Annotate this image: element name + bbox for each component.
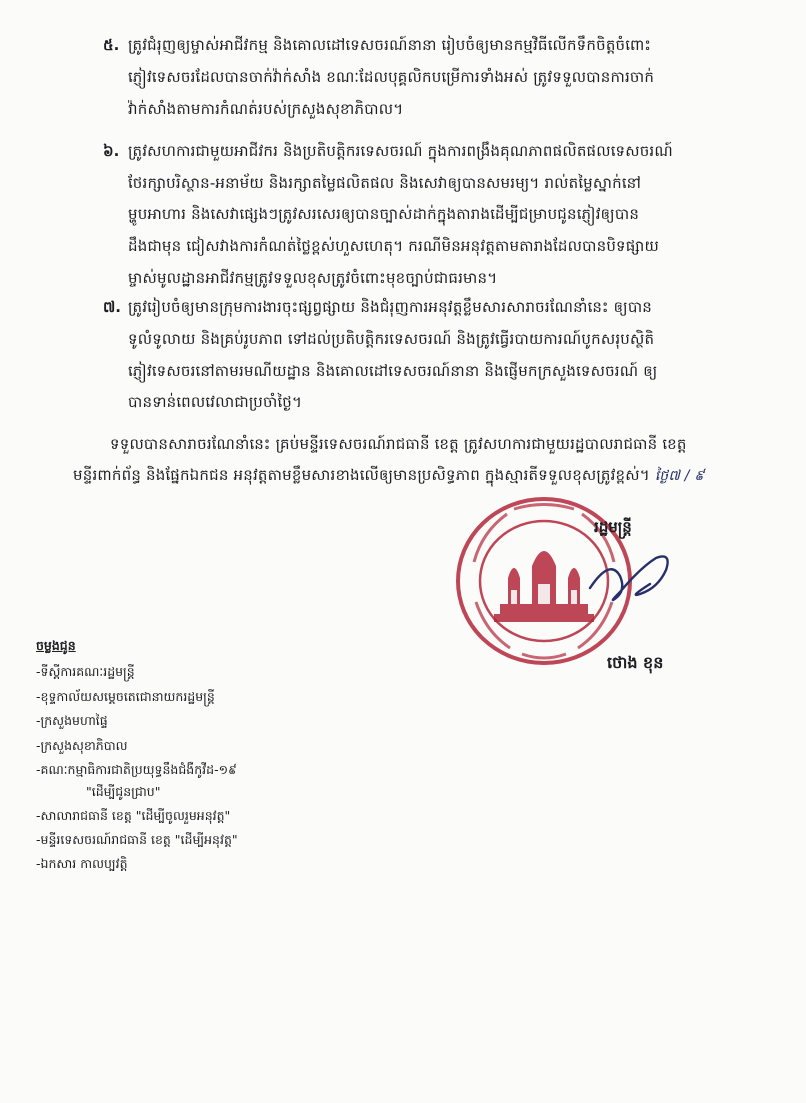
handwritten-signature [580,548,690,608]
paragraph-6-line-5: ម្ចាស់មូលដ្ឋានអាជីវកម្មត្រូវទទួលខុសត្រូវចំពោះមុខច្បាប់ជាធរមាន។ [128,269,498,287]
paragraph-6-line-4: ដឹងជាមុន ជៀសវាងការកំណត់ថ្លៃខ្ពស់ហួសហេតុ។ ករណីមិនអនុវត្តតាមតារាងដែលបានបិទផ្សាយ [128,237,659,255]
cc-item: -ទីស្ដីការគណៈរដ្ឋមន្ត្រី [36,664,135,679]
paragraph-5-number: ៥. [103,36,120,54]
cc-heading: ចម្លងជូន [36,638,76,653]
cc-item: -ក្រសួងសុខាភិបាល [36,738,128,753]
signatory-name: ថោង ខុន [607,653,664,672]
closing-line-2 [73,464,704,487]
cc-item: -ក្រសួងមហាផ្ទៃ [36,713,108,728]
paragraph-5-line-1: ត្រូវជំរុញឲ្យម្ចាស់អាជីវកម្ម និងគោលដៅទេសចរណ៍នានា រៀបចំឲ្យមានកម្មវិធីលើកទឹកចិត្តចំពោះ [128,36,652,54]
cc-item-note: "ដើម្បីជូនជ្រាប" [86,784,161,799]
handwritten-note: ថ្ងៃ៧ / ៩ [654,468,705,484]
paragraph-7-line-1: ត្រូវរៀបចំឲ្យមានក្រុមការងារចុះផ្សព្វផ្សាយ និងជំរុញការអនុវត្តខ្លឹមសារសារាចរណែនាំនេះ ឲ្យបាន [128,298,653,316]
cc-item: -គណៈកម្មាធិការជាតិប្រយុទ្ធនឹងជំងឺកូវីដ-១៩ [36,762,237,777]
cc-item: -សាលារាជធានី ខេត្ត "ដើម្បីចូលរួមអនុវត្ត" [36,808,231,823]
paragraph-6-line-2: ថែរក្សាបរិស្ថាន-អនាម័យ និងរក្សាតម្លៃផលិតផល និងសេវាឲ្យបានសមរម្យ។ រាល់តម្លៃស្នាក់នៅ [128,174,642,192]
cc-item: -ខុទ្ទកាល័យសម្ដេចតេជោនាយករដ្ឋមន្ត្រី [36,689,215,704]
cc-item: -មន្ទីរទេសចរណ៍រាជធានី ខេត្ត "ដើម្បីអនុវត្ត" [36,832,238,847]
paragraph-6-line-3: ម្ហូបអាហារ និងសេវាផ្សេងៗត្រូវសរសេរឲ្យបានច្បាស់ដាក់ក្នុងតារាងដើម្បីជម្រាបជូនភ្ញៀវឲ្យបាន [128,205,640,223]
cc-item: -ឯកសារ កាលប្បវត្តិ [36,856,128,871]
paragraph-5-line-2: ភ្ញៀវទេសចរដែលបានចាក់វ៉ាក់សាំង ខណៈដែលបុគ្គលិកបម្រើការទាំងអស់ ត្រូវទទួលបានការចាក់ [128,68,655,86]
paragraph-7-line-2: ទូលំទូលាយ និងគ្រប់រូបភាព ទៅដល់ប្រតិបត្តិករទេសចរណ៍ និងត្រូវធ្វើរបាយការណ៍បូកសរុបស្ថិតិ [128,330,655,348]
signatory-title: រដ្ឋមន្ត្រី [594,518,632,536]
paragraph-5-line-3: វ៉ាក់សាំងតាមការកំណត់របស់ក្រសួងសុខាភិបាល។ [128,100,404,118]
paragraph-7-number: ៧. [103,298,122,316]
paragraph-7-line-4: បានទាន់ពេលវេលាជាប្រចាំថ្ងៃ។ [128,393,303,411]
paragraph-6-number: ៦. [103,142,120,160]
closing-line-1: ទទួលបានសារាចរណែនាំនេះ គ្រប់មន្ទីរទេសចរណ៍រាជធានី ខេត្ត ត្រូវសហការជាមួយរដ្ឋបាលរាជធានី ខេត្ត [110,435,687,453]
paragraph-7-line-3: ភ្ញៀវទេសចរនៅតាមរមណីយដ្ឋាន និងគោលដៅទេសចរណ៍នានា និងផ្ញើមកក្រសួងទេសចរណ៍ ឲ្យ [128,362,658,380]
closing-line-2-text: មន្ទីរពាក់ព័ន្ធ និងផ្នែកឯកជន អនុវត្តតាមខ្លឹមសារខាងលើឲ្យមានប្រសិទ្ធភាព ក្នុងស្មារតីទទួលខុសត្រូវខ្ពស់។ [73,466,650,484]
paragraph-6-line-1: ត្រូវសហការជាមួយអាជីវករ និងប្រតិបត្តិករទេសចរណ៍ ក្នុងការពង្រឹងគុណភាពផលិតផលទេសចរណ៍ [128,142,673,160]
